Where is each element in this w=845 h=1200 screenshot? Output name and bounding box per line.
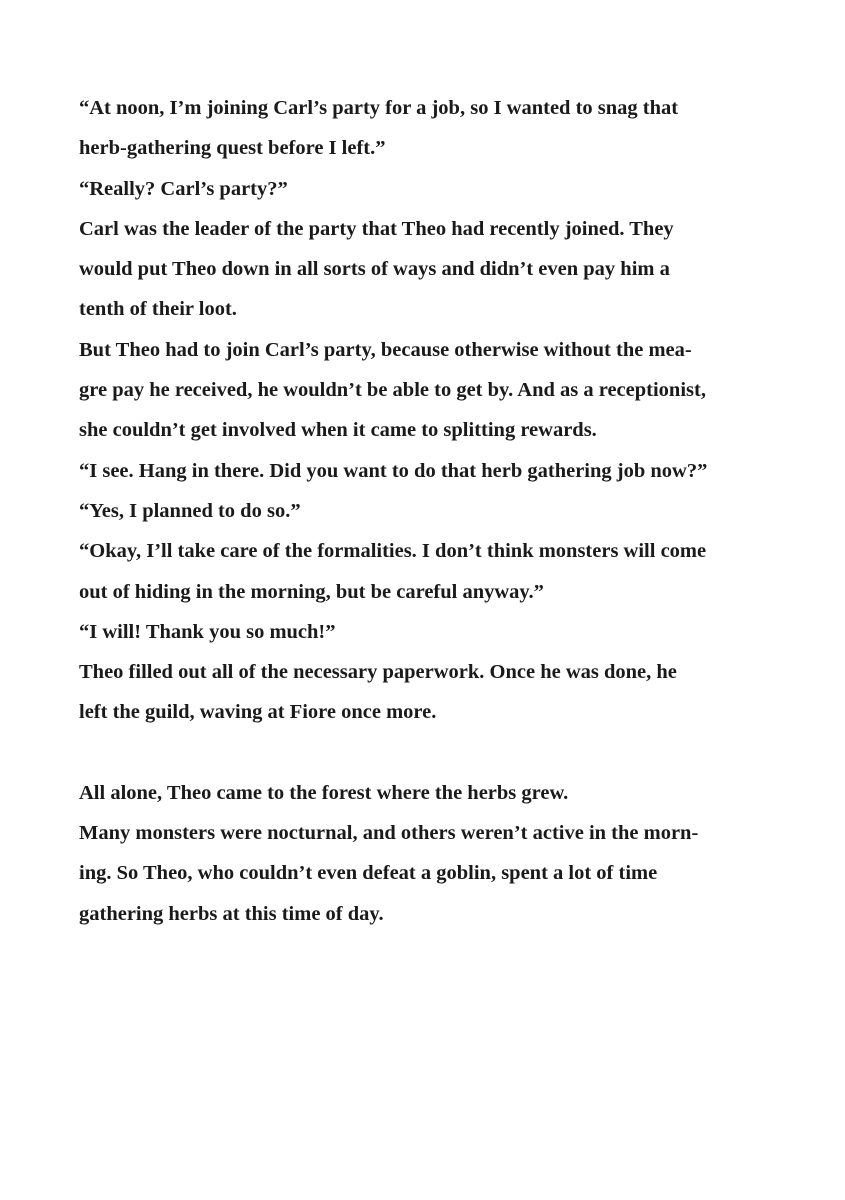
text-line: gre pay he received, he wouldn’t be able to get by. And as a receptionist, (79, 379, 706, 402)
text-line: gathering herbs at this time of day. (79, 902, 384, 925)
text-line: “I will! Thank you so much!” (79, 620, 336, 643)
paragraph (79, 491, 739, 531)
text-line: she couldn’t get involved when it came to splitting rewards. (79, 419, 597, 442)
text-line: “At noon, I’m joining Carl’s party for a job, so I wanted to snag that (79, 97, 679, 119)
body-text (79, 88, 739, 934)
text-line: “Yes, I planned to do so.” (79, 499, 301, 522)
text-line: left the guild, waving at Fiore once more. (79, 701, 437, 724)
text-line: Carl was the leader of the party that Theo had recently joined. They (79, 217, 674, 240)
text-line: out of hiding in the morning, but be careful anyway.” (79, 580, 544, 603)
paragraph (79, 773, 739, 813)
text-line: “I see. Hang in there. Did you want to do that herb gathering job now?” (79, 459, 708, 482)
paragraph (79, 531, 739, 612)
paragraph (79, 88, 739, 169)
text-line: herb-gathering quest before I left.” (79, 137, 386, 160)
paragraph (79, 652, 739, 733)
text-line: “Really? Carl’s party?” (79, 177, 288, 200)
scene-break (79, 733, 739, 773)
paragraph (79, 330, 739, 451)
text-line: Many monsters were nocturnal, and others weren’t active in the morn- (79, 822, 699, 845)
paragraph (79, 451, 739, 491)
text-line: would put Theo down in all sorts of ways and didn’t even pay him a (79, 258, 670, 281)
paragraph (79, 813, 739, 934)
text-line: But Theo had to join Carl’s party, because otherwise without the mea- (79, 338, 692, 361)
paragraph (79, 169, 739, 209)
text-line: Theo filled out all of the necessary paperwork. Once he was done, he (79, 661, 677, 684)
paragraph (79, 209, 739, 330)
text-line: “Okay, I’ll take care of the formalities. I don’t think monsters will come (79, 540, 707, 563)
text-line: tenth of their loot. (79, 298, 237, 321)
text-line: All alone, Theo came to the forest where the herbs grew. (79, 781, 569, 804)
paragraph (79, 612, 739, 652)
text-line: ing. So Theo, who couldn’t even defeat a goblin, spent a lot of time (79, 862, 658, 885)
